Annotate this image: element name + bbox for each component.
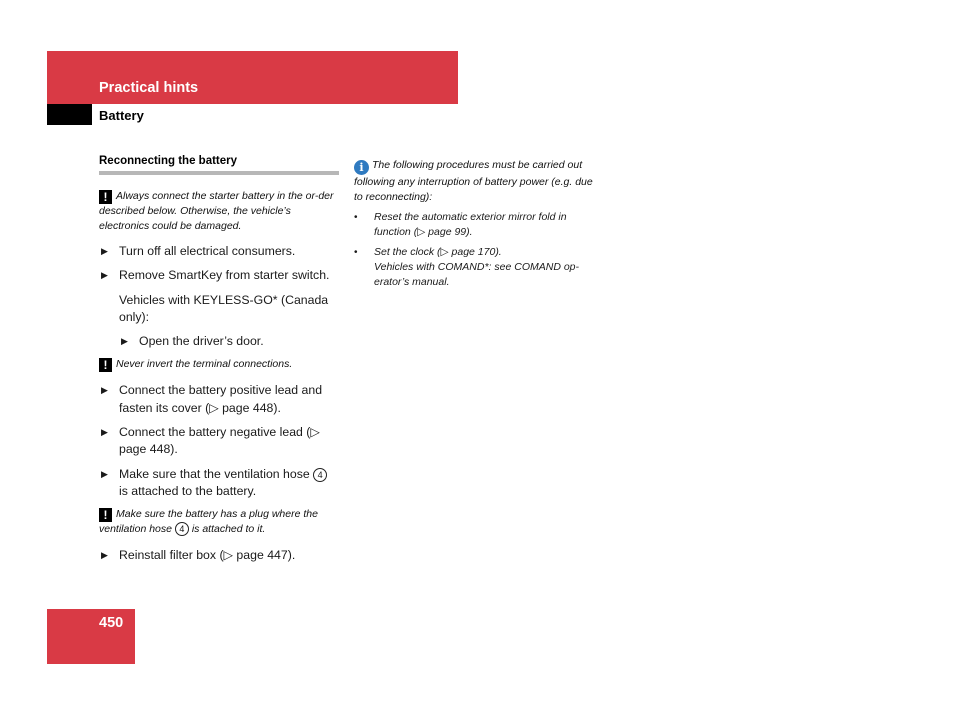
warning-note xyxy=(99,507,339,537)
list-item xyxy=(354,210,599,240)
exclamation-icon: ! xyxy=(99,190,112,204)
right-column xyxy=(354,158,599,295)
section-title: Practical hints xyxy=(99,80,199,96)
step-text: Connect the battery positive lead and fasten its cover (▷ page 448). xyxy=(119,383,323,415)
page-number: 450 xyxy=(99,615,124,631)
triangle-arrow-icon: ▶ xyxy=(121,336,128,347)
keyless-note: Vehicles with KEYLESS-GO* (Canada only): xyxy=(119,292,329,324)
subsection-title: Battery xyxy=(99,108,144,123)
warning-note xyxy=(99,189,339,233)
subsection-marker xyxy=(47,104,92,125)
step-text: Make sure that the ventilation hose xyxy=(119,466,310,481)
warning-note xyxy=(99,357,339,372)
step-text: Reinstall filter box (▷ page 447). xyxy=(119,547,296,562)
section-heading: Reconnecting the battery xyxy=(99,155,339,175)
step-text: Connect the battery negative lead (▷ page 448). xyxy=(119,425,320,457)
step-text: is attached to the battery. xyxy=(119,483,257,498)
hose-ref-circle: 4 xyxy=(313,468,327,482)
bullet-text: Set the clock (▷ page 170). xyxy=(374,246,502,258)
bullet-dot-icon: • xyxy=(354,247,358,258)
warning-text: Never invert the terminal connections. xyxy=(116,358,293,371)
instruction-step xyxy=(99,547,339,564)
instruction-step xyxy=(99,267,339,284)
bullet-dot-icon: • xyxy=(354,212,358,223)
left-column xyxy=(99,155,339,571)
info-icon: i xyxy=(354,160,369,175)
warning-text: is attached to it. xyxy=(191,523,266,536)
instruction-substep xyxy=(119,333,339,350)
instruction-step xyxy=(99,243,339,260)
info-note xyxy=(354,158,599,205)
bullet-text: Vehicles with COMAND*: see COMAND op-erator’s manual. xyxy=(374,261,579,288)
triangle-arrow-icon: ▶ xyxy=(101,385,108,396)
triangle-arrow-icon: ▶ xyxy=(101,468,108,479)
info-text: The following procedures must be carried out following any interruption of battery power (e.g. due to reconnecting): xyxy=(354,159,593,203)
exclamation-icon: ! xyxy=(99,358,112,372)
triangle-arrow-icon: ▶ xyxy=(101,549,108,560)
instruction-step xyxy=(99,424,339,459)
step-text: Open the driver’s door. xyxy=(139,334,264,349)
triangle-arrow-icon: ▶ xyxy=(101,246,108,256)
header-band xyxy=(47,51,458,104)
triangle-arrow-icon: ▶ xyxy=(101,270,108,281)
instruction-step xyxy=(99,466,339,501)
instruction-step xyxy=(99,382,339,417)
triangle-arrow-icon: ▶ xyxy=(101,427,108,438)
list-item xyxy=(354,245,599,290)
hose-ref-circle: 4 xyxy=(175,522,189,536)
exclamation-icon: ! xyxy=(99,508,112,522)
warning-text: Always connect the starter battery in the or-der described below. Otherwise, the vehicle’s electronics could be damaged. xyxy=(99,190,334,232)
step-text: Turn off all electrical consumers. xyxy=(119,244,296,258)
warning-text: Make sure the battery has a plug where the ventilation hose xyxy=(99,508,318,536)
bullet-text: Reset the automatic exterior mirror fold in function (▷ page 99). xyxy=(374,211,567,238)
step-text: Remove SmartKey from starter switch. xyxy=(119,268,330,283)
